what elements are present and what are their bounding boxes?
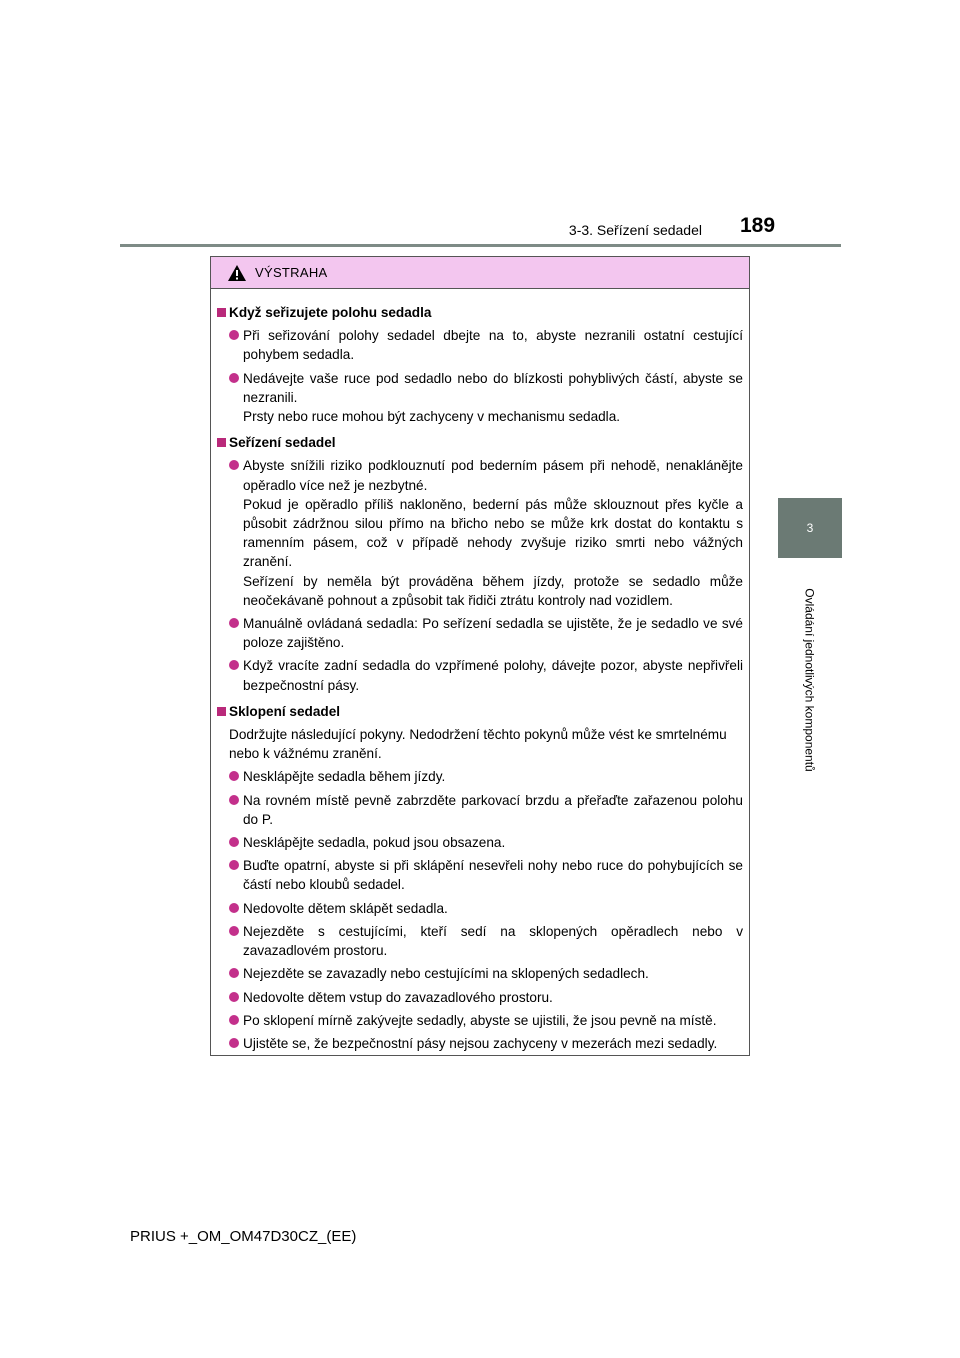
bullet-dot-icon [229, 330, 239, 340]
bullet-text: Prsty nebo ruce mohou být zachyceny v mechanismu sedadla. [243, 409, 621, 425]
chapter-title: Ovládání jednotlivých komponentů [803, 588, 818, 772]
warning-section [217, 303, 743, 426]
bullet-text: Na rovném místě pevně zabrzděte parkovací brzdu a přeřaďte zařazenou polohu do P. [243, 792, 743, 827]
section-title: Sklopení sedadel [217, 702, 743, 721]
warning-box [210, 256, 750, 1056]
bullet-item [217, 922, 743, 960]
bullet-text: Nesklápějte sedadla během jízdy. [243, 769, 446, 785]
bullet-dot-icon [229, 460, 239, 470]
chapter-number: 3 [806, 521, 814, 535]
bullet-text: Buďte opatrní, abyste si při sklápění nesevřeli nohy nebo ruce do pohybujících se částí nebo kloubů sedadel. [243, 858, 743, 893]
warning-body [211, 289, 749, 1053]
bullet-text: Nejezděte se zavazadly nebo cestujícími na sklopených sedadlech. [243, 966, 649, 982]
bullet-text: Seřízení by neměla být prováděna během jízdy, protože se sedadlo může neočekávaně pohnout a způsobit tak řidiči ztrátu kontroly nad vozidlem. [243, 573, 743, 608]
bullet-text: Nesklápějte sedadla, pokud jsou obsazena. [243, 835, 506, 851]
document-code: PRIUS +_OM_OM47D30CZ_(EE) [130, 1228, 357, 1245]
warning-header [211, 257, 749, 289]
warning-section [217, 702, 743, 1053]
bullet-dot-icon [229, 1015, 239, 1025]
bullet-text: Když vracíte zadní sedadla do vzpřímené polohy, dávejte pozor, abyste nepřivřeli bezpečnostní pásy. [243, 658, 743, 693]
bullet-text: Pokud je opěradlo příliš nakloněno, bederní pás může sklouznout přes kyčle a působit zádržnou silou přímo na břicho nebo se může krk dostat do kontaktu s ramenním pásem, což v případě nehody zvyšuje riziko smrti nebo vážných zranění. [243, 496, 743, 570]
bullet-item [217, 1034, 743, 1053]
bullet-dot-icon [229, 968, 239, 978]
warning-label: VÝSTRAHA [255, 265, 328, 280]
chapter-tab [778, 498, 842, 558]
section-title: Seřízení sedadel [217, 433, 743, 452]
bullet-item [217, 988, 743, 1007]
bullet-text: Nejezděte s cestujícími, kteří sedí na sklopených opěradlech nebo v zavazadlovém prostoru. [243, 923, 743, 959]
warning-section [217, 433, 743, 695]
bullet-dot-icon [229, 926, 239, 936]
bullet-text: Abyste snížili riziko podklouznutí pod bederním pásem při nehodě, nenaklánějte opěradlo více než je nezbytné. [243, 458, 743, 493]
section-intro: Dodržujte následující pokyny. Nedodržení těchto pokynů může vést ke smrtelnému nebo k vážnému zranění. [229, 727, 727, 762]
bullet-dot-icon [229, 771, 239, 781]
page-number: 189 [740, 214, 776, 237]
warning-triangle-icon [227, 264, 247, 282]
bullet-text: Manuálně ovládaná sedadla: Po seřízení sedadla se ujistěte, že je sedadlo ve své poloze zajištěno. [243, 616, 743, 651]
bullet-text: Nedovolte dětem vstup do zavazadlového prostoru. [243, 989, 553, 1005]
bullet-dot-icon [229, 837, 239, 847]
bullet-item [217, 791, 743, 829]
bullet-dot-icon [229, 860, 239, 870]
bullet-item [217, 1011, 743, 1030]
bullet-dot-icon [229, 660, 239, 670]
section-header-title: 3-3. Seřízení sedadel [568, 222, 702, 238]
bullet-dot-icon [229, 1038, 239, 1048]
bullet-item [217, 964, 743, 983]
bullet-dot-icon [229, 992, 239, 1002]
bullet-dot-icon [229, 795, 239, 805]
bullet-item [217, 833, 743, 852]
bullet-item [217, 456, 743, 610]
bullet-item [217, 326, 743, 364]
bullet-item [217, 656, 743, 694]
header-rule [120, 244, 841, 247]
section-title: Když seřizujete polohu sedadla [217, 303, 743, 322]
bullet-text: Při seřizování polohy sedadel dbejte na to, abyste nezranili ostatní cestující pohybem sedadla. [243, 328, 743, 363]
chapter-title-vertical [778, 565, 842, 795]
bullet-item [217, 614, 743, 652]
bullet-item [217, 899, 743, 918]
bullet-item [217, 369, 743, 427]
bullet-text: Po sklopení mírně zakývejte sedadly, abyste se ujistili, že jsou pevně na místě. [243, 1012, 717, 1028]
bullet-text: Ujistěte se, že bezpečnostní pásy nejsou zachyceny v mezerách mezi sedadly. [243, 1035, 718, 1051]
bullet-dot-icon [229, 903, 239, 913]
bullet-dot-icon [229, 373, 239, 383]
bullet-dot-icon [229, 618, 239, 628]
bullet-item [217, 767, 743, 786]
bullet-item [217, 856, 743, 894]
bullet-text: Nedovolte dětem sklápět sedadla. [243, 900, 448, 916]
bullet-text: Nedávejte vaše ruce pod sedadlo nebo do blízkosti pohyblivých částí, abyste se nezranili. [243, 370, 743, 405]
